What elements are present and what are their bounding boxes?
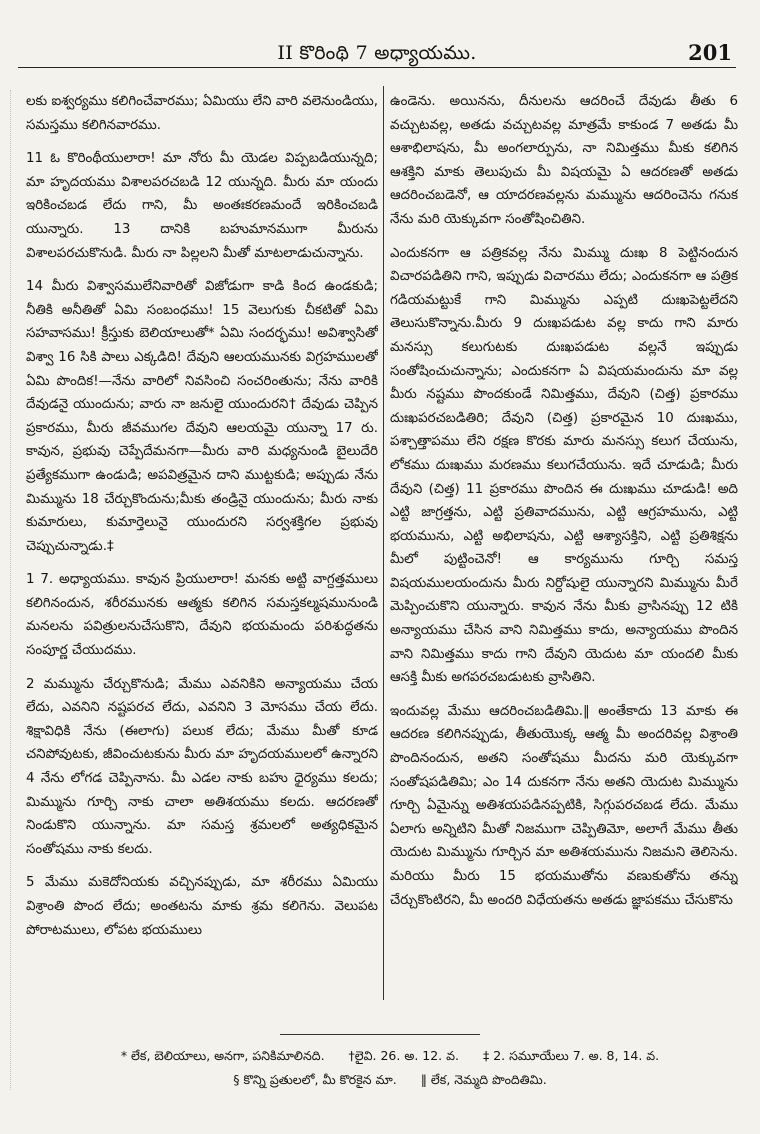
verse-paragraph: 11 ఓ కొరింథీయులారా! మా నోరు మీ యెడల విప్పబడియున్నది; మా హృదయము విశాలపరచబడి 12 యున్నది. మీరు మా యందు ఇరికించబడ లేదు గాని, మీ అంతఃకరణమందే ఇరికించబడి యున్నారు. 13 దానికి బహుమానముగా మీరును విశాలపరచుకొనుడి. మీరు నా పిల్లలని మీతో మాటలాడుచున్నాను. xyxy=(26,151,378,261)
footnote-line-1 xyxy=(40,1044,740,1068)
left-column xyxy=(26,90,378,1000)
footnote: § కొన్ని ప్రతులలో, మీ కొరకైన మా. xyxy=(233,1072,397,1087)
header-rule xyxy=(18,67,736,68)
footnotes xyxy=(40,1044,740,1092)
column-divider xyxy=(383,86,384,1000)
footnote: †లైవి. 26. అ. 12. వ. xyxy=(348,1048,459,1063)
footnote-line-2 xyxy=(40,1068,740,1092)
facing-page-bleed xyxy=(0,90,11,1090)
verse-paragraph: ఉండెను. అయినను, దీనులను ఆదరించే దేవుడు తీతు 6 వచ్చుటవల్ల, అతడు వచ్చుటవల్ల మాత్రమే కాకుండ 7 అతడు మీ ఆశాభిలాషను, మీ అంగలార్పును, నా నిమిత్తము మీకు కలిగిన ఆశక్తిని మాకు తెలుపుచు మీ విషయమై ఏ ఆదరణతో అతడు ఆదరించబడెనో, ఆ యాదరణవల్లను మమ్మును ఆదరించెను గనుక నేను మరి యెక్కువగా సంతోషించితిని. xyxy=(390,94,738,227)
page-number: 201 xyxy=(688,40,732,65)
chapter-7-paragraph: 1 7. అధ్యాయము. కావున ప్రియులారా! మనకు అట్టి వాగ్దత్తములు కలిగినందున, శరీరమునకు ఆత్మకు కలిగిన సమస్తకల్మషమునుండి మనలను పవిత్రులనుచేసుకొని, దేవుని భయమందు పరిశుద్ధతను సంపూర్ణ చేయుదము. xyxy=(26,572,378,659)
verse-paragraph: 2 మమ్మును చేర్చుకొనుడి; మేము ఎవనికిని అన్యాయము చేయ లేదు, ఎవనిని నష్టపరచ లేదు, ఎవనిని 3 మోసము చేయ లేదు. శిక్షావిధికి నేను (ఈలాగు) పలుక లేదు; మేము మీతో కూడ చనిపోవుటకు, జీవించుటకును మీరు మా హృదయములలో ఉన్నారని 4 నేను లోగడ చెప్పినాను. మీ ఎడల నాకు బహు ధైర్యము కలదు; మిమ్మును గూర్చి నాకు చాలా అతిశయము కలదు. ఆదరణతో నిండుకొని యున్నాను. మా సమస్త శ్రమలలో అత్యధికమైన సంతోషము నాకు కలదు. xyxy=(26,676,378,857)
footnote: ‖ లేక, నెమ్మది పొందితిమి. xyxy=(420,1072,547,1087)
right-column xyxy=(390,90,738,1000)
verse-paragraph: ఎందుకనగా ఆ పత్రికవల్ల నేను మిమ్ము దుఃఖ 8 పెట్టినందున విచారపడితిని గాని, ఇప్పుడు విచారము లేదు; ఎందుకనగా ఆ పత్రిక గడియమట్టుకే గాని మిమ్మును ఎప్పటి దుఃఖపెట్టలేదని తెలుసుకొన్నాను.మీరు 9 దుఃఖపడుట వల్ల కాదు గాని మారు మనస్సు కలుగుటకు దుఃఖపడుట వల్లనే ఇప్పుడు సంతోషించుచున్నాను; ఎందుకనగా ఏ విషయమందును మా వల్ల మీరు నష్టము పొందకుండే నిమిత్తము, దేవుని (చిత్త) ప్రకారము దుఃఖపరచబడితిరి; దేవుని (చిత్త) ప్రకారమైన 10 దుఃఖము, పశ్చాత్తాపము లేని రక్షణ కొరకు మారు మనస్సు కలుగ చేయును, లోకము దుఃఖము మరణము కలుగచేయును. ఇదే చూడుడి; మీరు దేవుని (చిత్త) 11 ప్రకారము పొందిన ఈ దుఃఖము చూడుడి! అది ఎట్టి జాగ్రత్తను, ఎట్టి ప్రతివాదమును, ఎట్టి ఆగ్రహమును, ఎట్టి భయమును, ఎట్టి అభిలాషను, ఎట్టి ఆశ్యాసక్తిని, ఎట్టి ప్రతిశిక్షను మీలో పుట్టించెనో! ఆ కార్యమును గూర్చి సమస్త విషయములయందును మీరు నిర్దోషులై యున్నారని మిమ్మును మీరే మెప్పించుకొని యున్నారు. కావున నేను మీకు వ్రాసినప్పు 12 టికి అన్యాయము చేసిన వాని నిమిత్తము కాదు, అన్యాయము పొందిన వాని నిమిత్తము కాదు గాని దేవుని యెదుట మా యందలి మీకు ఆసక్తి మీకు అగపరచబడుటకు వ్రాసితిని. xyxy=(390,245,738,686)
footnote: * లేక, బెలియాలు, అనగా, పనికిమాలినది. xyxy=(120,1048,325,1063)
verse-paragraph: ఇందువల్ల మేము ఆదరించబడితిమి.‖ అంతేకాదు 13 మాకు ఈ ఆదరణ కలిగినప్పుడు, తీతుయొక్క ఆత్మ మీ అందరివల్ల విశ్రాంతి పొందినందున, అతని సంతోషము మీదను మరి యెక్కువగా సంతోషపడితిమి; ఎం 14 దుకనగా నేను అతని యెదుట మిమ్మును గూర్చి ఏమైన్ను అతిశయపడినప్పటికి, సిగ్గుపరచబడ లేదు. మేము ఏలాగు అన్నిటిని మీతో నిజముగా చెప్పితిమో, అలాగే మేము తీతు యెదుట మిమ్మును గూర్చిన మా అతిశయమును నిజమని తెలిసెను. మరియు మీరు 15 భయముతోను వణుకుతోను తన్ను చేర్చుకొంటిరని, మీ అందరి విధేయతను అతడు జ్ఞాపకము చేసుకొను xyxy=(390,703,738,908)
verse-paragraph: 14 మీరు విశ్వాసములేనివారితో విజోడుగా కాడి కింద ఉండకుడి; నీతికి అనీతితో ఏమి సంబంధము! 15 వెలుగుకు చీకటితో ఏమి సహవాసము! క్రీస్తుకు బెలియాలుతో* ఏమి సందర్భము! అవిశ్వాసితో విశ్వా 16 సికి పాలు ఎక్కడిది! దేవుని ఆలయమునకు విగ్రహములతో ఏమి పొందిక!—నేను వారిలో నివసించి సంచరింతును; నేను వారికి దేవుడనై యుందును; వారు నా జనులై యుందురని† దేవుడు చెప్పిన ప్రకారము, మీరు జీవముగల దేవుని ఆలయమై యున్నా 17 రు. కావున, ప్రభువు చెప్పేదేమనగా—మీరు వారి మధ్యనుండి బైలుదేరి ప్రత్యేకముగా ఉండుడి; అపవిత్రమైన దాని ముట్టకుడి; అప్పుడు నేను మిమ్మును 18 చేర్చుకొందును;మీకు తండ్రినై యుందును; మీరు నాకు కుమారులు, కుమార్తెలునై యుందురని సర్వశక్తిగల ప్రభువు చెప్పుచున్నాడు.‡ xyxy=(26,279,378,554)
footnote: ‡ 2. సమూయేలు 7. అ. 8, 14. వ. xyxy=(482,1048,660,1063)
running-title: II కొరింథి 7 అధ్యాయము. xyxy=(277,42,477,64)
verse-paragraph: 5 మేము మకెదోనియకు వచ్చినప్పుడు, మా శరీరము ఏమియు విశ్రాంతి పొంద లేదు; అంతటను మాకు శ్రమ కలిగెను. వెలుపట పోరాటములు, లోపట భయములు xyxy=(26,875,378,938)
verse-paragraph: లకు ఐశ్వర్యము కలిగించేవారము; ఏమియు లేని వారి వలెనుండియు, సమస్తము కలిగినవారము. xyxy=(26,94,378,133)
page-header xyxy=(18,38,736,68)
footnote-rule xyxy=(280,1034,480,1035)
